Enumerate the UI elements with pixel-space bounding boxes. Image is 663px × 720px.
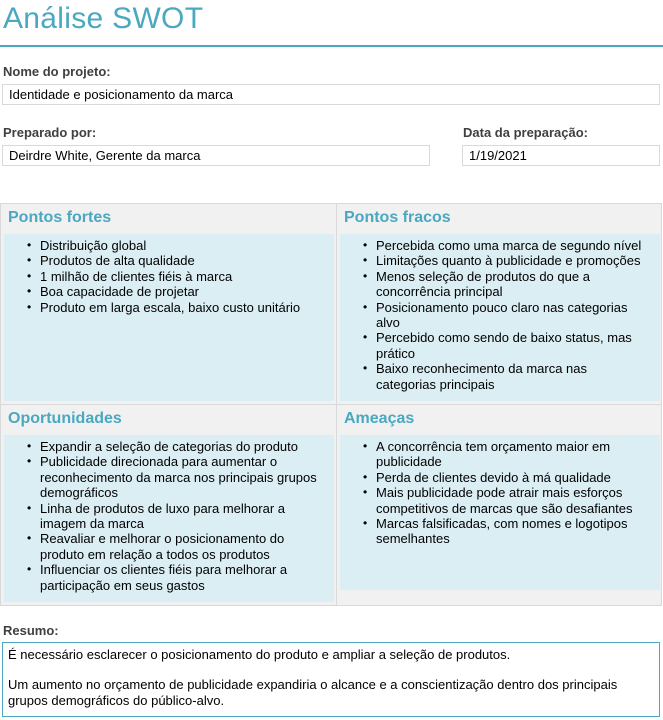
opportunities-quadrant [1,405,336,605]
prepared-by-field[interactable]: Deirdre White, Gerente da marca [2,145,430,166]
threats-list [340,435,660,547]
threats-body[interactable] [340,435,660,590]
list-item: • Mais publicidade pode atrair mais esforços competitivos de marcas que são desafiantes [376,485,650,516]
prep-date-label: Data da preparação: [463,125,588,140]
list-item: • Reavaliar e melhorar o posicionamento do produto em relação a todos os produtos [40,531,324,562]
summary-paragraph-2: Um aumento no orçamento de publicidade expandiria o alcance e a conscientização dentro dos principais grupos demográficos do público-alvo. [8,677,618,708]
opportunities-list [4,435,334,593]
list-item: • Influenciar os clientes fiéis para melhorar a participação em seus gastos [40,562,324,593]
grid-horizontal-divider [1,404,661,405]
list-item: • Boa capacidade de projetar [40,284,324,299]
list-item: • Marcas falsificadas, com nomes e logotipos semelhantes [376,516,650,547]
list-item: • Percebido como sendo de baixo status, mas prático [376,330,650,361]
list-item: • Menos seleção de produtos do que a concorrência principal [376,269,650,300]
summary-field[interactable] [2,642,660,717]
list-item: • Linha de produtos de luxo para melhorar a imagem da marca [40,501,324,532]
list-item: • Publicidade direcionada para aumentar o reconhecimento da marca nos principais grupos demográficos [40,454,324,500]
weaknesses-quadrant [337,204,661,404]
strengths-list [4,234,334,315]
weaknesses-body[interactable] [340,234,660,401]
list-item: • Percebida como uma marca de segundo nível [376,238,650,253]
strengths-body[interactable] [4,234,334,401]
strengths-title: Pontos fortes [8,209,112,226]
project-name-label: Nome do projeto: [3,64,111,79]
list-item: • Produto em larga escala, baixo custo unitário [40,300,324,315]
list-item: • Baixo reconhecimento da marca nas categorias principais [376,361,650,392]
strengths-quadrant [1,204,336,404]
list-item: • Limitações quanto à publicidade e promoções [376,253,650,268]
list-item: • Posicionamento pouco claro nas categorias alvo [376,300,650,331]
threats-title: Ameaças [344,410,415,427]
threats-quadrant [337,405,661,605]
title-divider [0,45,663,47]
list-item: • Expandir a seleção de categorias do produto [40,439,324,454]
list-item: • 1 milhão de clientes fiéis à marca [40,269,324,284]
weaknesses-title: Pontos fracos [344,209,451,226]
list-item: • Perda de clientes devido à má qualidade [376,470,650,485]
list-item: • A concorrência tem orçamento maior em publicidade [376,439,650,470]
prepared-by-label: Preparado por: [3,125,97,140]
swot-grid [0,203,662,606]
list-item: • Produtos de alta qualidade [40,253,324,268]
summary-label: Resumo: [3,623,59,638]
page-title: Análise SWOT [3,2,204,35]
opportunities-body[interactable] [4,435,334,602]
list-item: • Distribuição global [40,238,324,253]
prep-date-field[interactable]: 1/19/2021 [462,145,660,166]
opportunities-title: Oportunidades [8,410,122,427]
summary-paragraph-1: É necessário esclarecer o posicionamento do produto e ampliar a seleção de produtos. [8,647,511,662]
weaknesses-list [340,234,660,392]
project-name-field[interactable]: Identidade e posicionamento da marca [2,84,660,105]
